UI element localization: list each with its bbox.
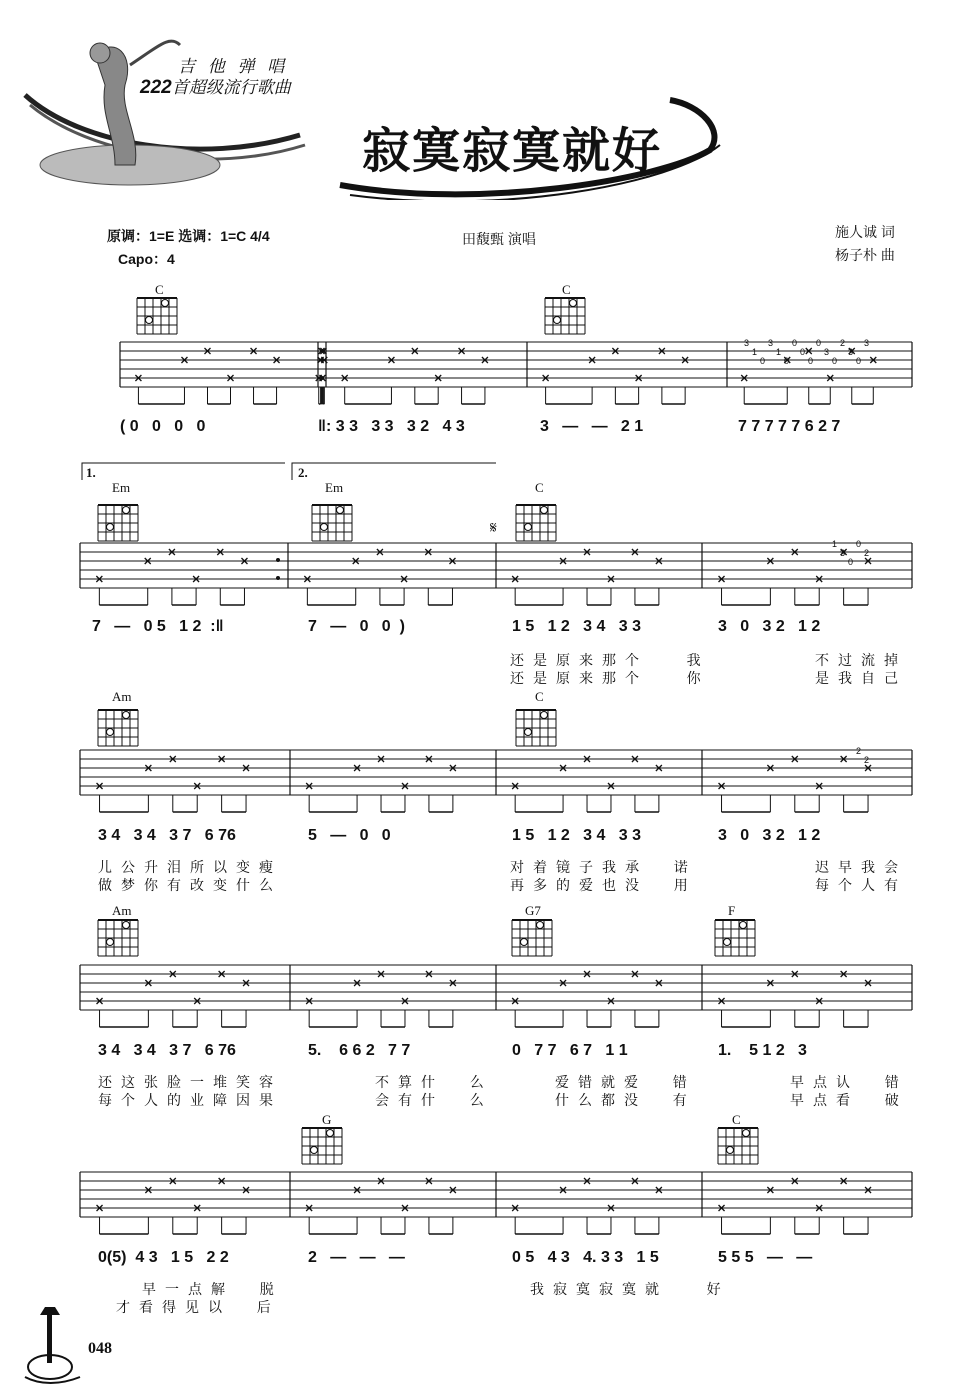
- tab-fret-number: 2: [864, 755, 870, 765]
- tab-fret-number: 0: [816, 338, 822, 348]
- lyric-line: 对着镜子我承 诺: [510, 859, 697, 875]
- volta-bracket: [82, 463, 285, 480]
- repeat-dot: [320, 358, 324, 362]
- numbered-notation: 7 7 7 7 7 6 2 7: [738, 418, 841, 435]
- numbered-notation: 3 — — 2 1: [540, 418, 644, 435]
- chord-name: F: [728, 903, 736, 918]
- tab-fret-number: 0: [760, 356, 766, 366]
- numbered-notation: 7 — 0 5 1 2 :‖: [92, 618, 224, 635]
- lyric-line: 每个人的业障因果: [98, 1092, 282, 1108]
- chord-finger-dot: [541, 507, 548, 514]
- volta-second-ending: 2.: [298, 465, 308, 480]
- guitar-ornament-icon: [20, 1305, 90, 1385]
- chord-name: C: [155, 282, 164, 297]
- chord-name: C: [535, 480, 544, 495]
- song-title: 寂寞寂寞就好: [362, 123, 663, 179]
- lyric-line: 儿公升泪所以变瘦: [98, 859, 282, 875]
- book-series-text: 首超级流行歌曲: [171, 78, 291, 97]
- numbered-notation: 7 — 0 0 ): [308, 618, 405, 635]
- volta-bracket: [292, 463, 496, 480]
- numbered-notation: 2 — — —: [308, 1249, 405, 1266]
- lyric-line: 还是原来那个 你: [510, 670, 710, 686]
- repeat-dot: [276, 558, 280, 562]
- chord-finger-dot: [537, 922, 544, 929]
- tab-fret-number: 2: [856, 746, 862, 756]
- numbered-notation: 1. 5 1 2 3: [718, 1042, 807, 1059]
- chord-finger-dot: [740, 922, 747, 929]
- lyric-line: 是我自己: [815, 670, 907, 686]
- tab-fret-number: 3: [768, 338, 774, 348]
- chord-name: Am: [112, 689, 132, 704]
- chord-finger-dot: [727, 1147, 734, 1154]
- tab-fret-number: 2: [864, 548, 870, 558]
- chord-finger-dot: [743, 1130, 750, 1137]
- chord-finger-dot: [123, 712, 130, 719]
- lyric-line: 早点看 破: [790, 1092, 908, 1108]
- tab-fret-number: 3: [824, 347, 830, 357]
- chord-name: C: [732, 1112, 741, 1127]
- tab-fret-number: 2: [840, 338, 846, 348]
- chord-finger-dot: [107, 729, 114, 736]
- lyric-line: 什么都没 有: [555, 1092, 696, 1108]
- chord-finger-dot: [321, 524, 328, 531]
- lyric-line: 还是原来那个 我: [510, 652, 710, 668]
- lyric-line: 做梦你有改变什么: [98, 877, 282, 893]
- chord-finger-dot: [327, 1130, 334, 1137]
- chord-finger-dot: [107, 939, 114, 946]
- tab-fret-number: 1: [752, 347, 758, 357]
- tab-fret-number: 1: [776, 347, 782, 357]
- numbered-notation: 3 0 3 2 1 2: [718, 827, 821, 844]
- tab-fret-number: 0: [800, 347, 806, 357]
- lyric-line: 才看得见以 后: [116, 1299, 280, 1315]
- book-subtitle: 吉 他 弹 唱: [178, 57, 289, 76]
- chord-finger-dot: [724, 939, 731, 946]
- lyric-line: 会有什 么: [375, 1092, 493, 1108]
- tab-fret-number: 3: [744, 338, 750, 348]
- chord-name: G7: [525, 903, 541, 918]
- chord-finger-dot: [337, 507, 344, 514]
- lyric-line: 早点认 错: [790, 1074, 908, 1090]
- lyric-line: 不算什 么: [375, 1074, 493, 1090]
- chord-finger-dot: [570, 300, 577, 307]
- volta-first-ending: 1.: [86, 465, 96, 480]
- tab-fret-number: 3: [848, 347, 854, 357]
- repeat-dot: [276, 576, 280, 580]
- segno-icon: 𝄋: [490, 520, 497, 537]
- tab-fret-number: 0: [848, 557, 854, 567]
- lyric-line: 再多的爱也没 用: [510, 877, 697, 893]
- numbered-notation: 5. 6 6 2 7 7: [308, 1042, 411, 1059]
- lyric-line: 每个人有: [815, 877, 907, 893]
- chord-name: Am: [112, 903, 132, 918]
- singer-credit: 田馥甄 演唱: [462, 231, 536, 247]
- tab-fret-number: 3: [864, 338, 870, 348]
- lyric-line: 迟早我会: [815, 859, 907, 875]
- tab-fret-number: 0: [792, 338, 798, 348]
- tab-fret-number: 0: [808, 356, 814, 366]
- page-number: 048: [88, 1340, 112, 1357]
- repeat-dot: [320, 376, 324, 380]
- numbered-notation: 3 0 3 2 1 2: [718, 618, 821, 635]
- numbered-notation: 3 4 3 4 3 7 6 76: [98, 1042, 236, 1059]
- chord-finger-dot: [311, 1147, 318, 1154]
- chord-name: C: [562, 282, 571, 297]
- chord-name: G: [322, 1112, 332, 1127]
- chord-finger-dot: [521, 939, 528, 946]
- numbered-notation: 0(5) 4 3 1 5 2 2: [98, 1249, 229, 1266]
- lyric-line: 早一点解 脱: [142, 1281, 283, 1297]
- lyric-line: 爱错就爱 错: [555, 1074, 696, 1090]
- composer-credit: 杨子朴 曲: [835, 247, 895, 263]
- chord-finger-dot: [541, 712, 548, 719]
- numbered-notation: 3 4 3 4 3 7 6 76: [98, 827, 236, 844]
- lyric-line: 还这张脸一堆笑容: [98, 1074, 282, 1090]
- chord-finger-dot: [554, 317, 561, 324]
- tab-fret-number: 0: [832, 356, 838, 366]
- numbered-notation: ( 0 0 0 0: [120, 418, 206, 435]
- numbered-notation: 0 7 7 6 7 1 1: [512, 1042, 628, 1059]
- chord-finger-dot: [123, 507, 130, 514]
- numbered-notation: ‖: 3 3 3 3 3 2 4 3: [318, 418, 465, 435]
- chord-finger-dot: [107, 524, 114, 531]
- numbered-notation: 1 5 1 2 3 4 3 3: [512, 827, 641, 844]
- numbered-notation: 1 5 1 2 3 4 3 3: [512, 618, 641, 635]
- key-info: 原调：1=E 选调：1=C 4/4: [107, 228, 270, 244]
- book-series-number: 222: [140, 77, 172, 98]
- lyricist-credit: 施人诚 词: [835, 224, 895, 240]
- numbered-notation: 5 — 0 0: [308, 827, 391, 844]
- chord-finger-dot: [525, 729, 532, 736]
- numbered-notation: 5 5 5 — —: [718, 1249, 813, 1266]
- chord-name: Em: [325, 480, 344, 495]
- tab-fret-number: 0: [856, 539, 862, 549]
- capo-info: Capo：4: [118, 251, 175, 267]
- tab-fret-number: 0: [784, 356, 790, 366]
- chord-finger-dot: [123, 922, 130, 929]
- chord-finger-dot: [146, 317, 153, 324]
- numbered-notation: 0 5 4 3 4. 3 3 1 5: [512, 1249, 659, 1266]
- lyric-line: 我寂寞寂寞就 好: [530, 1281, 730, 1297]
- tab-fret-number: 1: [832, 539, 838, 549]
- chord-finger-dot: [162, 300, 169, 307]
- chord-name: C: [535, 689, 544, 704]
- chord-finger-dot: [525, 524, 532, 531]
- chord-name: Em: [112, 480, 131, 495]
- lyric-line: 不过流掉: [815, 652, 907, 668]
- tab-fret-number: 3: [840, 548, 846, 558]
- tab-fret-number: 0: [856, 356, 862, 366]
